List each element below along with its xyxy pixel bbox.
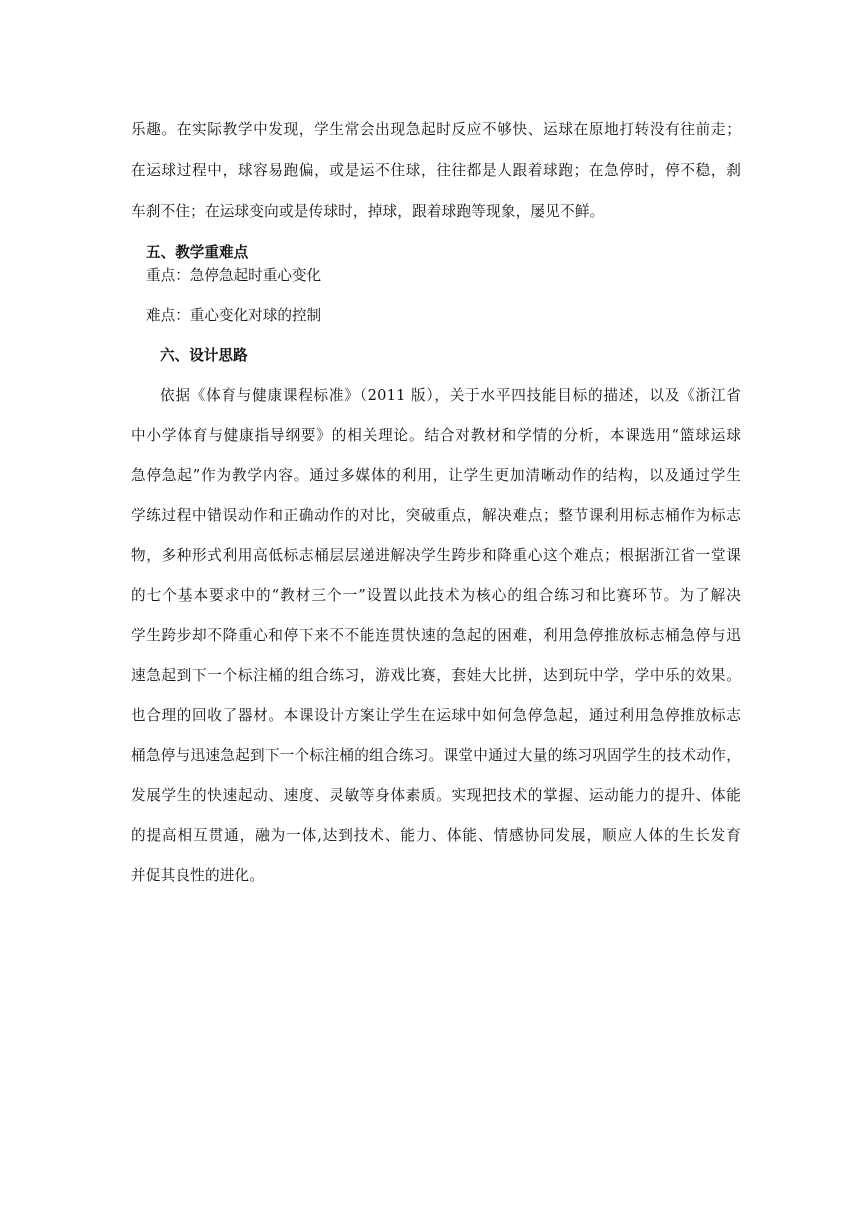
design-line-8: 速急起到下一个标注桶的组合练习，游戏比赛，套娃大比拼，达到玩中学，学中乐的效果。 bbox=[131, 667, 741, 684]
design-line-4: 学练过程中错误动作和正确动作的对比，突破重点，解决难点；整节课利用标志桶作为标志 bbox=[131, 507, 741, 524]
design-line-9: 也合理的回收了器材。本课设计方案让学生在运球中如何急停急起，通过利用急停推放标志 bbox=[131, 707, 741, 724]
intro-line-1: 乐趣。在实际教学中发现，学生常会出现急起时反应不够快、运球在原地打转没有往前走； bbox=[131, 121, 741, 138]
design-line-12: 的提高相互贯通，融为一体,达到技术、能力、体能、情感协同发展，顺应人体的生长发育 bbox=[131, 827, 741, 844]
design-line-7: 学生跨步却不降重心和停下来不不能连贯快速的急起的困难，利用急停推放标志桶急停与迅 bbox=[131, 627, 741, 644]
difficulty-text: 难点：重心变化对球的控制 bbox=[146, 307, 322, 324]
design-line-6: 的七个基本要求中的“教材三个一”设置以此技术为核心的组合练习和比赛环节。为了解决 bbox=[131, 587, 741, 604]
section6-heading: 六、设计思路 bbox=[160, 347, 248, 364]
design-line-3: 急停急起”作为教学内容。通过多媒体的利用，让学生更加清晰动作的结构，以及通过学生 bbox=[131, 467, 741, 484]
intro-line-3: 车刹不住；在运球变向或是传球时，掉球，跟着球跑等现象，屡见不鲜。 bbox=[131, 203, 605, 220]
intro-line-2: 在运球过程中，球容易跑偏，或是运不住球，往往都是人跟着球跑；在急停时，停不稳，刹 bbox=[131, 162, 741, 179]
design-line-11: 发展学生的快速起动、速度、灵敏等身体素质。实现把技术的掌握、运动能力的提升、体能 bbox=[131, 787, 741, 804]
design-line-5: 物，多种形式利用高低标志桶层层递进解决学生跨步和降重心这个难点；根据浙江省一堂课 bbox=[131, 547, 741, 564]
section5-heading: 五、教学重难点 bbox=[146, 244, 249, 261]
key-point-text: 重点：急停急起时重心变化 bbox=[146, 267, 322, 284]
design-line-10: 桶急停与迅速急起到下一个标注桶的组合练习。课堂中通过大量的练习巩固学生的技术动作， bbox=[131, 747, 741, 764]
design-line-13: 并促其良性的进化。 bbox=[131, 867, 265, 884]
design-line-1: 依据《体育与健康课程标准》（2011 版），关于水平四技能目标的描述，以及《浙江省 bbox=[160, 387, 741, 404]
design-line-2: 中小学体育与健康指导纲要》的相关理论。结合对教材和学情的分析，本课选用“篮球运球 bbox=[131, 427, 741, 444]
